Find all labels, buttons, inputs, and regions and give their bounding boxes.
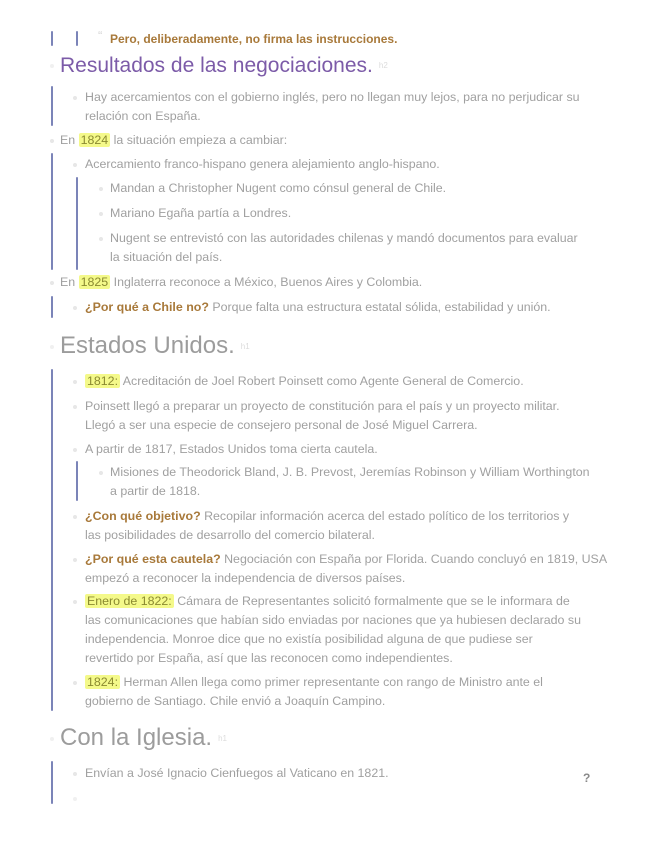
list-item-cont: la situación del país. <box>110 250 223 264</box>
list-item-1824-usa: 1824: Herman Allen llega como primer representante con rango de Ministro ante el <box>87 675 543 689</box>
list-item-cont: revertido por España, así que las reconocen como independientes. <box>85 651 453 665</box>
bullet <box>73 681 77 685</box>
bullet <box>73 380 77 384</box>
outline-bar <box>51 761 53 804</box>
list-item: Misiones de Theodorick Bland, J. B. Prevost, Jeremías Robinson y William Worthington <box>110 465 590 479</box>
list-item: A partir de 1817, Estados Unidos toma cierta cautela. <box>85 442 378 456</box>
bullet <box>99 471 103 475</box>
list-item-1825: En 1825 Inglaterra reconoce a México, Buenos Aires y Colombia. <box>60 275 423 289</box>
bullet <box>99 187 103 191</box>
bullet <box>73 515 77 519</box>
list-item: Poinsett llegó a preparar un proyecto de constitución para el país y un proyecto militar. <box>85 399 560 413</box>
bullet <box>50 281 54 285</box>
bullet <box>73 306 77 310</box>
list-item: Mandan a Christopher Nugent como cónsul general de Chile. <box>110 181 447 195</box>
list-item-question: ¿Por qué esta cautela? Negociación con España por Florida. Cuando concluyó en 1819, USA <box>85 552 608 566</box>
year-highlight: 1812: <box>87 374 119 388</box>
heading-negociaciones: Resultados de las negociaciones. h2 <box>60 54 388 77</box>
list-item-cont: relación con España. <box>85 109 201 123</box>
bullet <box>50 737 54 741</box>
quote-icon: “ <box>98 28 103 43</box>
heading-estados-unidos: Estados Unidos. h1 <box>60 332 250 359</box>
outline-bar <box>76 461 78 501</box>
list-item: Mariano Egaña partía a Londres. <box>110 206 292 220</box>
outline-bar <box>51 86 53 126</box>
year-highlight: 1824 <box>80 133 109 147</box>
list-item: Nugent se entrevistó con las autoridades chilenas y mandó documentos para evaluar <box>110 231 578 245</box>
outline-bar <box>51 153 53 270</box>
list-item-cont: las posibilidades de desarrollo del comercio bilateral. <box>85 528 375 542</box>
list-item-1812: 1812: Acreditación de Joel Robert Poinsett como Agente General de Comercio. <box>87 374 524 388</box>
list-item-cont: Llegó a ser una especie de consejero personal de José Miguel Carrera. <box>85 418 478 432</box>
outline-bar <box>76 31 78 46</box>
bullet <box>50 139 54 143</box>
list-item-cont: gobierno de Santiago. Chile envió a Joaquín Campino. <box>85 694 386 708</box>
year-highlight: 1825 <box>80 275 109 289</box>
heading-iglesia: Con la Iglesia. h1 <box>60 724 227 751</box>
list-item-cont: a partir de 1818. <box>110 484 201 498</box>
bullet <box>73 163 77 167</box>
heading-level-tag: h1 <box>218 733 227 743</box>
bullet <box>50 345 54 349</box>
bullet <box>99 212 103 216</box>
bullet <box>73 405 77 409</box>
list-item-question: ¿Con qué objetivo? Recopilar información acerca del estado político de los territorios y <box>85 509 570 523</box>
year-highlight: 1824: <box>87 675 119 689</box>
list-item-cont: independencia. Monroe dice que no existía posibilidad alguna de que pudiese ser <box>85 632 533 646</box>
heading-level-tag: h2 <box>378 61 388 71</box>
bullet <box>73 600 77 604</box>
bullet <box>99 237 103 241</box>
heading-level-tag: h1 <box>240 341 250 351</box>
top-note: Pero, deliberadamente, no firma las instrucciones. <box>110 32 398 46</box>
bullet <box>73 96 77 100</box>
list-item-cont: las comunicaciones que habían sido enviadas por naciones que ya hubiesen declarado su <box>85 613 581 627</box>
list-item: Acercamiento franco-hispano genera alejamiento anglo-hispano. <box>85 157 440 171</box>
bullet <box>73 448 77 452</box>
outline-bar <box>51 31 53 46</box>
list-item-question: ¿Por qué a Chile no? Porque falta una estructura estatal sólida, estabilidad y unión. <box>85 300 551 314</box>
bullet <box>73 772 77 776</box>
list-item-1822: Enero de 1822: Cámara de Representantes solicitó formalmente que se le informara de <box>87 594 570 608</box>
bullet <box>50 64 54 68</box>
list-item-1824: En 1824 la situación empieza a cambiar: <box>60 133 288 147</box>
empty-bullet[interactable] <box>73 797 77 801</box>
bullet <box>73 558 77 562</box>
list-item-cont: empezó a reconocer la independencia de diversos países. <box>85 571 406 585</box>
list-item: Envían a José Ignacio Cienfuegos al Vaticano en 1821. <box>85 766 389 780</box>
outline-bar <box>51 296 53 318</box>
year-highlight: Enero de 1822: <box>87 594 172 608</box>
outline-bar <box>51 369 53 711</box>
help-button[interactable]: ? <box>583 771 591 785</box>
list-item: Hay acercamientos con el gobierno inglés, pero no llegan muy lejos, para no perjudicar su <box>85 90 580 104</box>
outline-bar <box>76 177 78 270</box>
